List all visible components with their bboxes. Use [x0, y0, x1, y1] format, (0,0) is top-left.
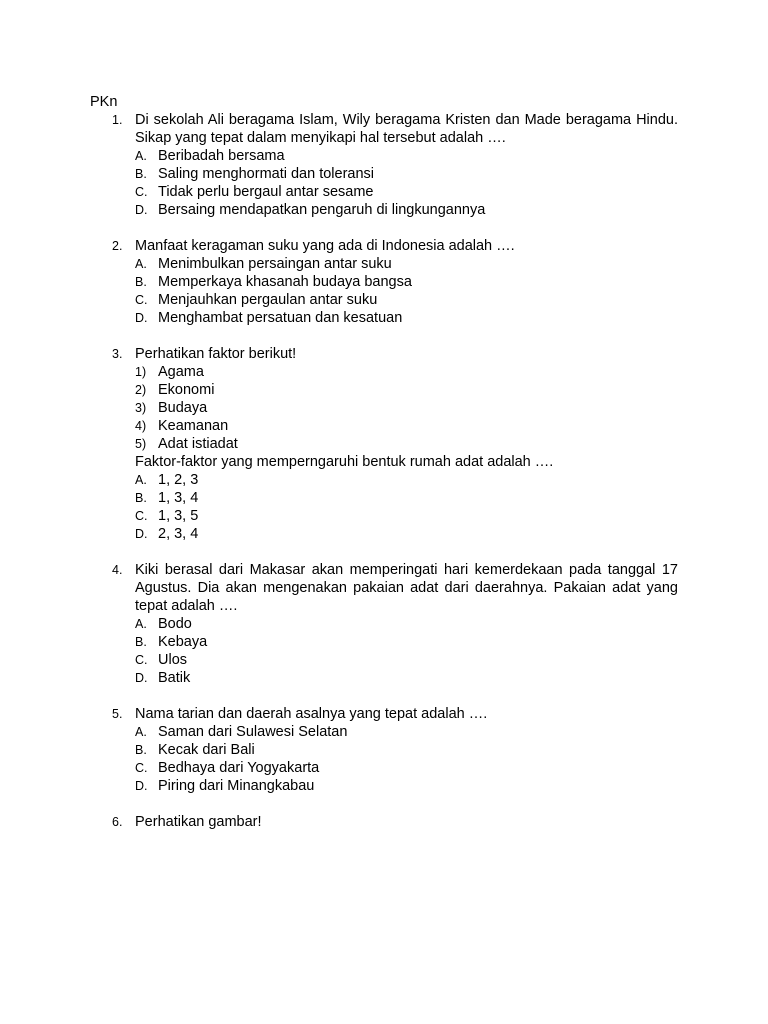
- question-item: [90, 705, 678, 795]
- answer-option: [135, 147, 678, 165]
- answer-option: [135, 651, 678, 669]
- question-item: [90, 561, 678, 687]
- answer-option: [135, 309, 678, 327]
- factor-text: Ekonomi: [158, 382, 215, 398]
- answer-option-list: [135, 723, 678, 795]
- option-text: Saling menghormati dan toleransi: [158, 166, 375, 182]
- answer-option: [135, 471, 678, 489]
- option-letter: A.: [135, 257, 147, 271]
- option-text: 1, 3, 4: [158, 490, 199, 506]
- option-text: Menjauhkan pergaulan antar suku: [158, 292, 378, 308]
- factor-item: [135, 381, 678, 399]
- factor-text: Budaya: [158, 400, 208, 416]
- factor-text: Adat istiadat: [158, 436, 238, 452]
- option-letter: C.: [135, 293, 148, 307]
- factor-item-list: [135, 363, 678, 453]
- option-letter: B.: [135, 743, 147, 757]
- option-text: Bodo: [158, 616, 192, 632]
- question-item: [90, 345, 678, 543]
- answer-option: [135, 723, 678, 741]
- option-text: Memperkaya khasanah budaya bangsa: [158, 274, 412, 290]
- question-number: 2.: [112, 239, 123, 253]
- option-text: Bersaing mendapatkan pengaruh di lingkungannya: [158, 202, 486, 218]
- answer-option: [135, 255, 678, 273]
- option-letter: C.: [135, 653, 148, 667]
- subject-title: PKn: [90, 94, 118, 110]
- question-text: Di sekolah Ali beragama Islam, Wily beragama Kristen dan Made beragama Hindu. Sikap yang tepat dalam menyikapi hal tersebut adalah ….: [135, 112, 678, 146]
- option-text: Beribadah bersama: [158, 148, 285, 164]
- answer-option-list: [135, 471, 678, 543]
- question-item: [90, 237, 678, 327]
- option-letter: C.: [135, 761, 148, 775]
- answer-option: [135, 669, 678, 687]
- answer-option: [135, 201, 678, 219]
- factor-item: [135, 399, 678, 417]
- option-text: Piring dari Minangkabau: [158, 778, 315, 794]
- question-text: Manfaat keragaman suku yang ada di Indonesia adalah ….: [135, 238, 515, 254]
- option-text: 1, 2, 3: [158, 472, 199, 488]
- option-text: Batik: [158, 670, 191, 686]
- option-text: Saman dari Sulawesi Selatan: [158, 724, 348, 740]
- question-text: Perhatikan faktor berikut!: [135, 346, 297, 362]
- factor-item: [135, 435, 678, 453]
- option-text: Kebaya: [158, 634, 208, 650]
- option-letter: D.: [135, 203, 148, 217]
- option-letter: C.: [135, 185, 148, 199]
- option-letter: A.: [135, 473, 147, 487]
- option-text: Ulos: [158, 652, 188, 668]
- question-text: Nama tarian dan daerah asalnya yang tepat adalah ….: [135, 706, 488, 722]
- option-text: Kecak dari Bali: [158, 742, 255, 758]
- option-letter: A.: [135, 725, 147, 739]
- question-number: 4.: [112, 563, 123, 577]
- answer-option: [135, 291, 678, 309]
- option-letter: D.: [135, 527, 148, 541]
- question-number: 1.: [112, 113, 123, 127]
- factor-number: 3): [135, 401, 147, 415]
- option-text: Menimbulkan persaingan antar suku: [158, 256, 392, 272]
- option-letter: C.: [135, 509, 148, 523]
- option-text: 2, 3, 4: [158, 526, 199, 542]
- question-list: [90, 111, 678, 831]
- answer-option: [135, 273, 678, 291]
- option-letter: B.: [135, 635, 147, 649]
- option-letter: D.: [135, 779, 148, 793]
- option-text: 1, 3, 5: [158, 508, 199, 524]
- answer-option: [135, 759, 678, 777]
- question-text: Kiki berasal dari Makasar akan memperingati hari kemerdekaan pada tanggal 17 Agustus. Dia akan mengenakan pakaian adat dari daerahnya. Pakaian adat yang tepat adalah ….: [135, 562, 678, 614]
- answer-option: [135, 507, 678, 525]
- answer-option: [135, 615, 678, 633]
- option-text: Bedhaya dari Yogyakarta: [158, 760, 320, 776]
- question-number: 5.: [112, 707, 123, 721]
- factor-text: Agama: [158, 364, 204, 380]
- option-letter: A.: [135, 149, 147, 163]
- answer-option-list: [135, 147, 678, 219]
- option-letter: B.: [135, 491, 147, 505]
- option-letter: D.: [135, 671, 148, 685]
- option-letter: D.: [135, 311, 148, 325]
- question-item: [90, 111, 678, 219]
- answer-option-list: [135, 255, 678, 327]
- factor-item: [135, 363, 678, 381]
- question-followup-text: Faktor-faktor yang memperngaruhi bentuk rumah adat adalah ….: [135, 454, 554, 470]
- question-item: [90, 813, 678, 831]
- answer-option: [135, 777, 678, 795]
- factor-number: 1): [135, 365, 147, 379]
- answer-option-list: [135, 615, 678, 687]
- option-letter: B.: [135, 275, 147, 289]
- answer-option: [135, 183, 678, 201]
- answer-option: [135, 633, 678, 651]
- option-text: Tidak perlu bergaul antar sesame: [158, 184, 374, 200]
- question-number: 6.: [112, 815, 123, 829]
- answer-option: [135, 165, 678, 183]
- question-text: Perhatikan gambar!: [135, 814, 262, 830]
- option-letter: A.: [135, 617, 147, 631]
- factor-number: 2): [135, 383, 147, 397]
- answer-option: [135, 741, 678, 759]
- answer-option: [135, 489, 678, 507]
- factor-text: Keamanan: [158, 418, 229, 434]
- factor-item: [135, 417, 678, 435]
- question-number: 3.: [112, 347, 123, 361]
- option-text: Menghambat persatuan dan kesatuan: [158, 310, 403, 326]
- answer-option: [135, 525, 678, 543]
- factor-number: 4): [135, 419, 147, 433]
- factor-number: 5): [135, 437, 147, 451]
- option-letter: B.: [135, 167, 147, 181]
